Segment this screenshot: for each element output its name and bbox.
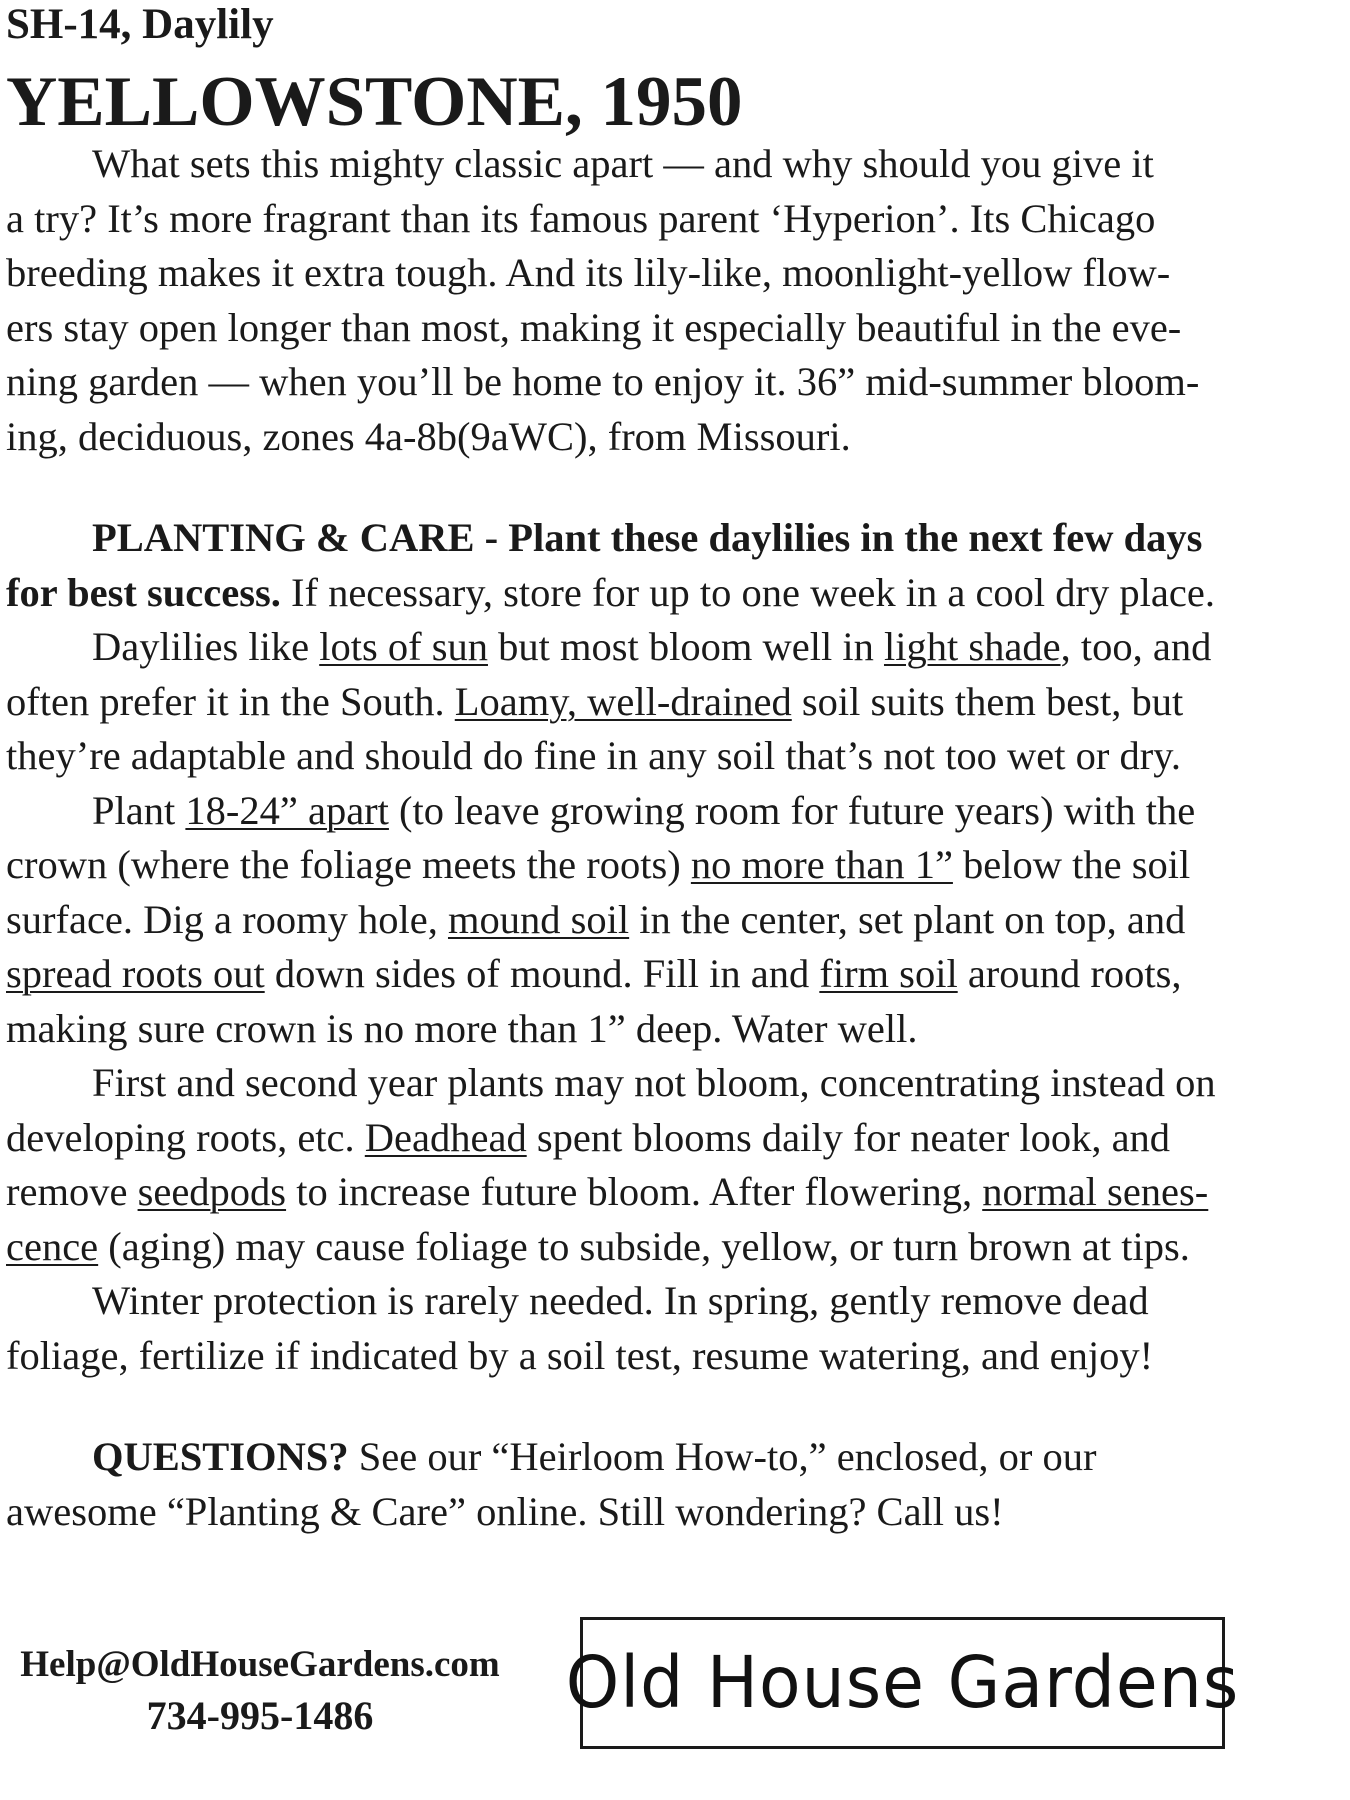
deadhead-emphasis: Deadhead [364, 1114, 527, 1160]
questions-section [6, 1430, 1296, 1539]
senescence-emphasis-cont: cence [6, 1223, 99, 1269]
company-logo [565, 1617, 1240, 1749]
intro-line: ning garden — when you’ll be home to enjoy it. 36” mid-summer bloom- [6, 359, 1200, 404]
shade-emphasis: light shade [883, 624, 1061, 669]
spacing-emphasis: 18-24” apart [185, 787, 389, 833]
seedpod-text: to increase future bloom. After flowering, [286, 1169, 983, 1214]
seedpod-text: remove [6, 1169, 138, 1214]
roots-text: down sides of mound. Fill in and [264, 951, 820, 996]
contact-block [0, 1638, 520, 1740]
firm-soil-emphasis: firm soil [819, 951, 958, 996]
aging-text: (aging) may cause foliage to subside, yellow, or turn brown at tips. [98, 1223, 1190, 1269]
winter-text: Winter protection is rarely needed. In spring, gently remove dead [92, 1278, 1149, 1323]
deadhead-text: spent blooms daily for neater look, and [526, 1114, 1171, 1160]
depth-text: crown (where the foliage meets the roots) [6, 842, 691, 887]
senescence-emphasis: normal senes- [982, 1169, 1209, 1214]
depth-emphasis: no more than 1” [690, 842, 953, 887]
questions-text: See our “Heirloom How-to,” enclosed, or our [348, 1434, 1097, 1479]
contact-email[interactable]: Help@OldHouseGardens.com [20, 1644, 500, 1685]
soil-text: often prefer it in the South. [6, 678, 455, 724]
mound-emphasis: mound soil [447, 896, 630, 942]
questions-text: awesome “Planting & Care” online. Still wondering? Call us! [6, 1488, 1004, 1534]
winter-text: foliage, fertilize if indicated by a soil test, resume watering, and enjoy! [6, 1332, 1154, 1378]
planting-care-section [6, 511, 1296, 1383]
sun-text: but most bloom well in [487, 624, 884, 669]
spacing-text: (to leave growing room for future years) with the [388, 787, 1196, 833]
roots-emphasis: spread roots out [6, 951, 265, 996]
intro-paragraph [6, 137, 1296, 464]
sun-text: , too, and [1060, 624, 1212, 669]
contact-phone[interactable]: 734-995-1486 [146, 1693, 374, 1738]
care-heading: PLANTING & CARE - Plant these daylilies in the next few days [92, 515, 1203, 560]
product-code: SH-14, Daylily [6, 1, 274, 48]
hole-text: in the center, set plant on top, and [629, 896, 1186, 942]
soil-text: soil suits them best, but [791, 678, 1184, 724]
bloom-text: First and second year plants may not bloom, concentrating instead on [92, 1060, 1216, 1105]
sun-emphasis: lots of sun [319, 624, 488, 669]
soil-emphasis: Loamy, well-drained [454, 678, 792, 724]
soil-text: they’re adaptable and should do fine in any soil that’s not too wet or dry. [6, 733, 1181, 778]
care-heading-cont: for best success. [6, 569, 281, 615]
seedpods-emphasis: seedpods [137, 1169, 287, 1214]
spacing-text: Plant [92, 787, 186, 833]
intro-line: ing, deciduous, zones 4a-8b(9aWC), from Missouri. [6, 413, 851, 459]
depth-text: below the soil [952, 842, 1191, 887]
sun-text: Daylilies like [92, 624, 320, 669]
product-title: YELLOWSTONE, 1950 [6, 63, 743, 141]
care-storage-note: If necessary, store for up to one week in a cool dry place. [280, 569, 1215, 615]
hole-text: surface. Dig a roomy hole, [6, 896, 448, 942]
questions-heading: QUESTIONS? [92, 1434, 349, 1479]
logo-wordmark: Old House Gardens [565, 1641, 1240, 1725]
intro-line: What sets this mighty classic apart — and why should you give it [92, 141, 1154, 186]
roots-text: around roots, [957, 951, 1182, 996]
intro-line: breeding makes it extra tough. And its lily-like, moonlight-yellow flow- [6, 250, 1171, 295]
water-text: making sure crown is no more than 1” deep. Water well. [6, 1005, 918, 1051]
deadhead-text: developing roots, etc. [6, 1114, 365, 1160]
intro-line: a try? It’s more fragrant than its famous parent ‘Hyperion’. Its Chicago [6, 195, 1156, 241]
intro-line: ers stay open longer than most, making it especially beautiful in the eve- [6, 304, 1182, 350]
